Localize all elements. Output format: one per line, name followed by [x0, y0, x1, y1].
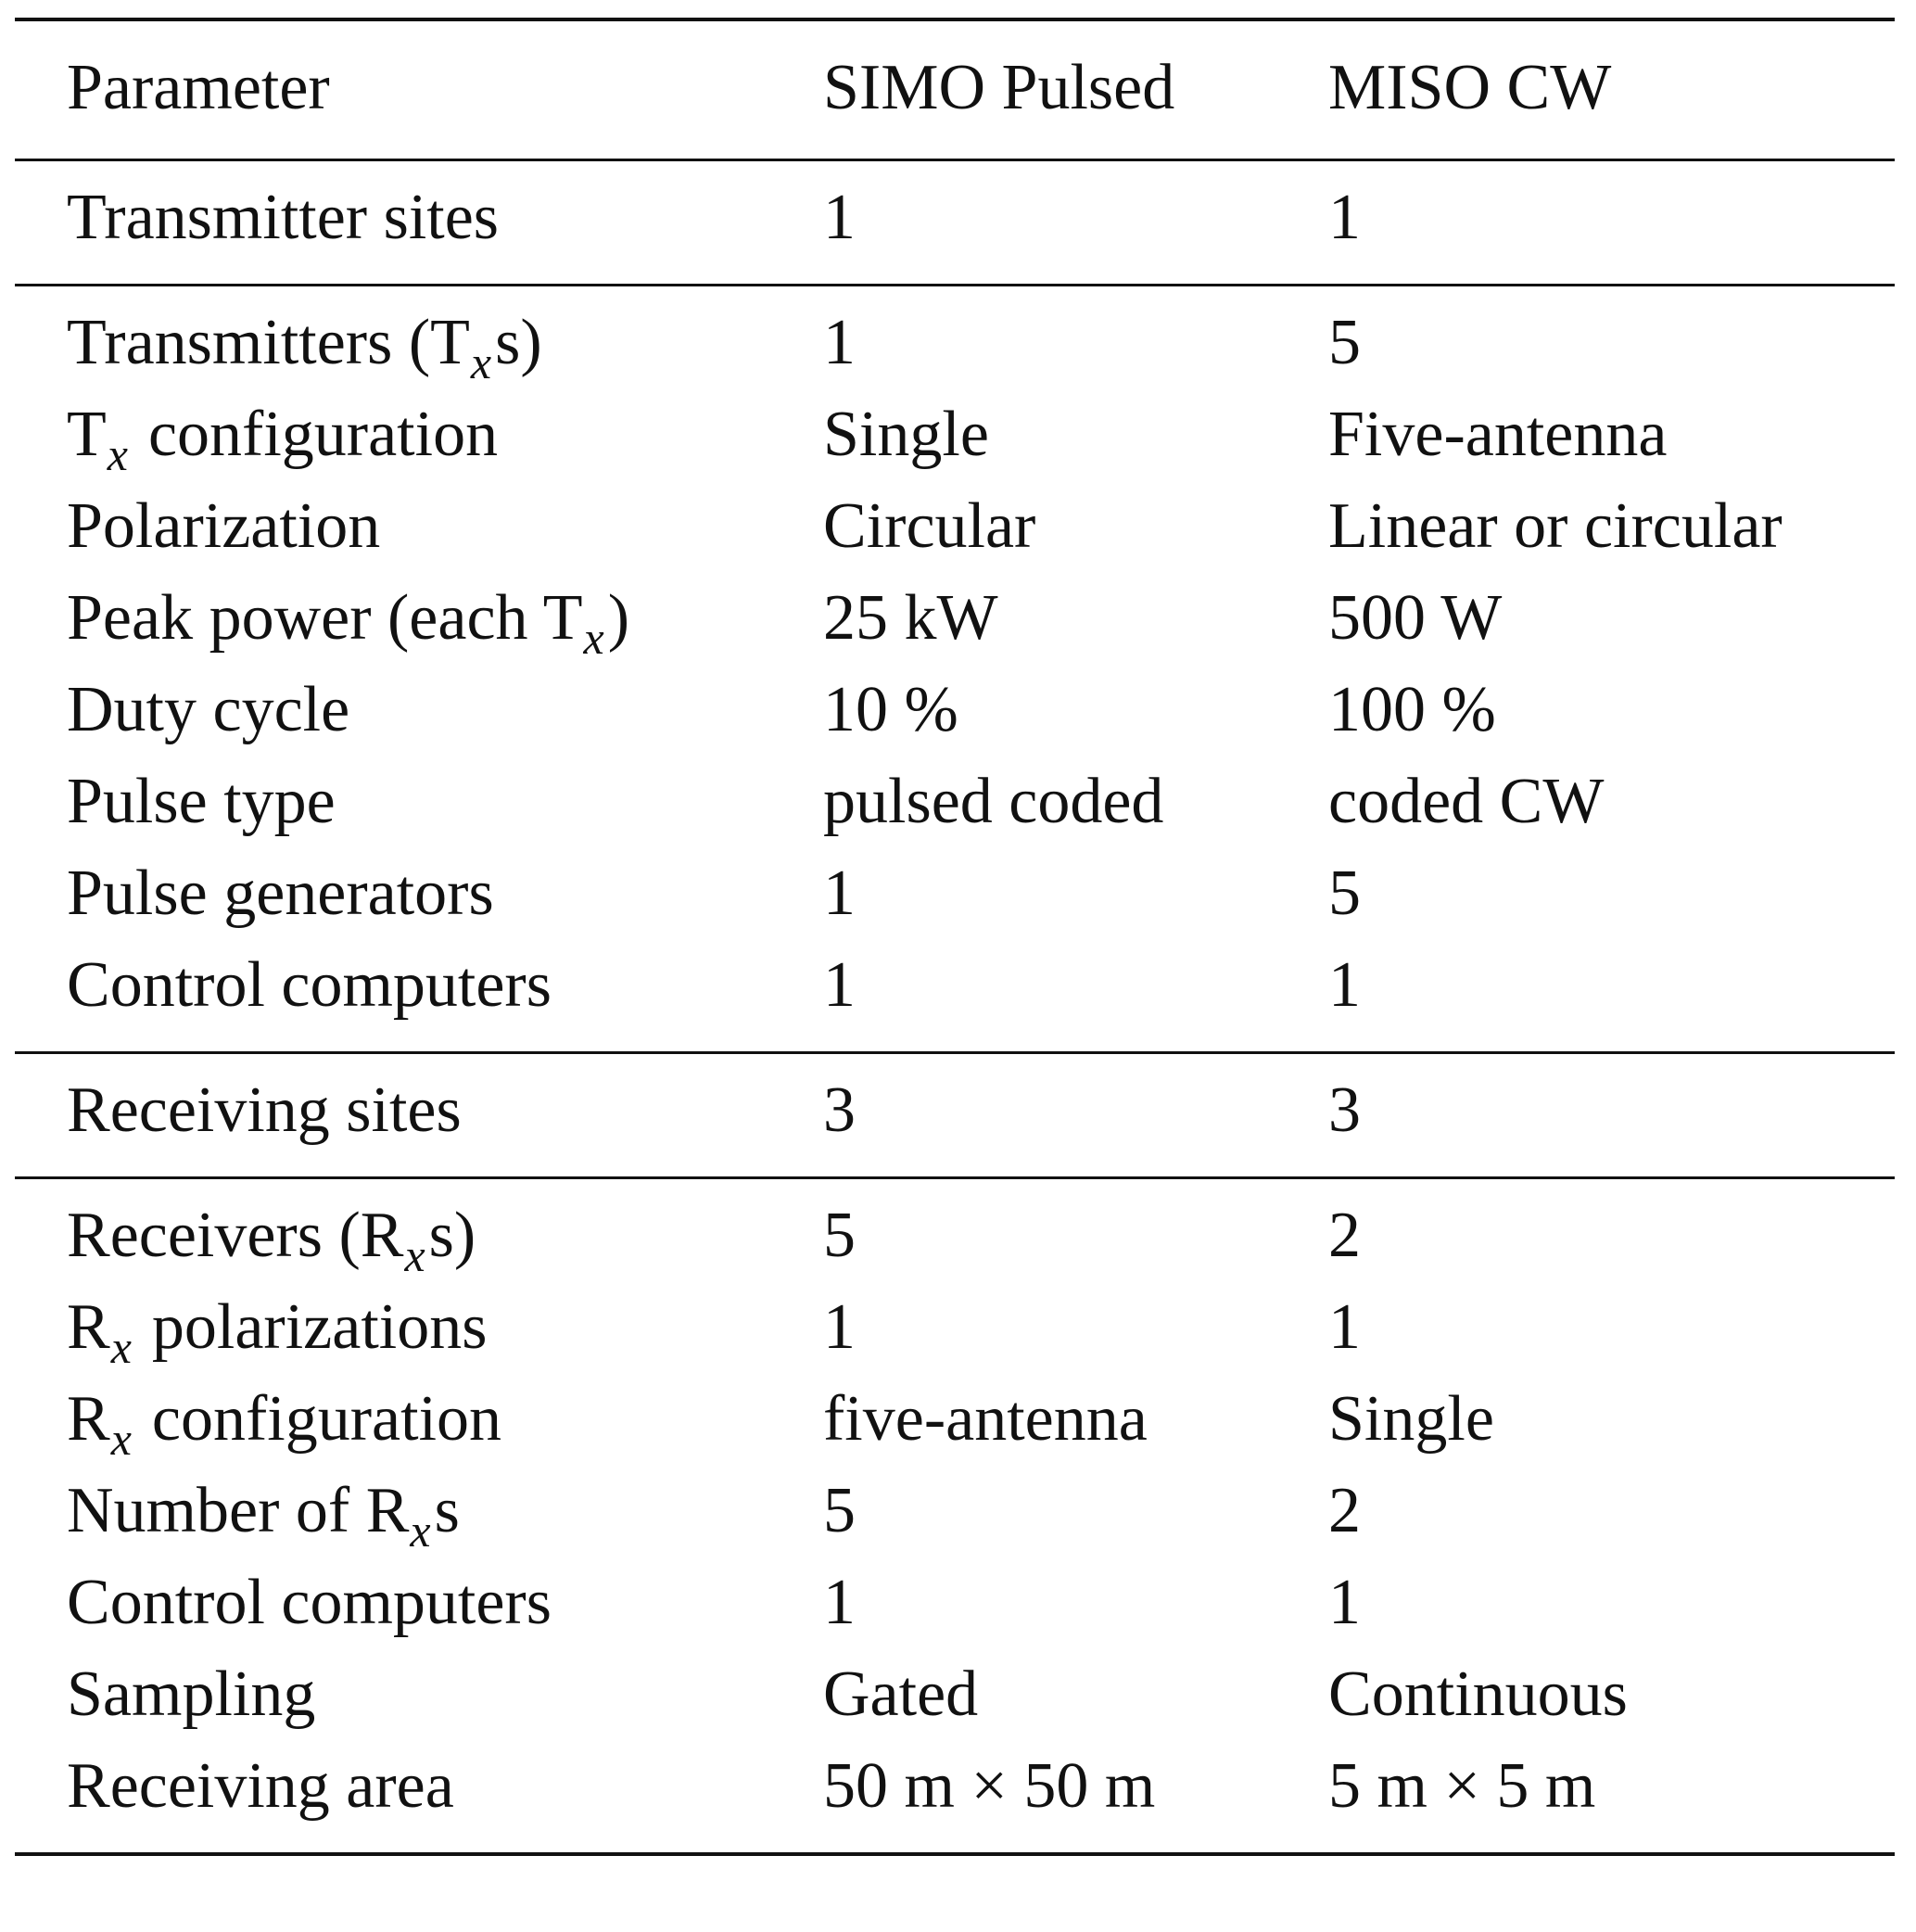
simo-value: Circular [823, 490, 1036, 562]
simo-value: 5 [823, 1475, 856, 1546]
parameter-text: Number of R [67, 1475, 410, 1546]
miso-value: 2 [1328, 1200, 1361, 1271]
parameter-cell [67, 1200, 476, 1281]
top-rule [15, 18, 1895, 21]
header-parameter: Parameter [67, 52, 330, 123]
parameter-text: Pulse type [67, 766, 336, 837]
parameter-cell [67, 858, 494, 929]
simo-value: pulsed coded [823, 766, 1164, 837]
parameter-cell [67, 1291, 488, 1373]
parameter-text: Receivers (R [67, 1200, 404, 1271]
parameter-text: T [67, 399, 107, 470]
simo-value: five-antenna [823, 1383, 1148, 1455]
miso-value: 3 [1328, 1074, 1361, 1146]
parameter-cell [67, 1750, 454, 1822]
parameter-subscript: x [470, 337, 492, 388]
parameter-text: Polarization [67, 490, 381, 562]
header-miso-cw: MISO CW [1328, 52, 1612, 123]
parameter-cell [67, 1475, 460, 1557]
parameter-text: R [67, 1291, 110, 1363]
section-rule [15, 284, 1895, 286]
miso-value: Linear or circular [1328, 490, 1783, 562]
section-rule [15, 1176, 1895, 1179]
miso-value: 5 [1328, 858, 1361, 929]
parameter-text-suffix: configuration [151, 1383, 502, 1455]
parameter-cell [67, 490, 381, 562]
parameter-cell [67, 949, 552, 1021]
parameter-text-suffix: s) [495, 307, 542, 378]
miso-value: 1 [1328, 182, 1361, 253]
miso-value: 1 [1328, 1567, 1361, 1638]
parameter-text: Control computers [67, 1567, 552, 1638]
miso-value: 1 [1328, 949, 1361, 1021]
miso-value: coded CW [1328, 766, 1605, 837]
simo-value: 1 [823, 1291, 856, 1363]
simo-value: Single [823, 399, 989, 470]
parameter-cell [67, 307, 542, 388]
simo-value: 50 m × 50 m [823, 1750, 1156, 1822]
section-rule [15, 1051, 1895, 1054]
parameter-text: Transmitters (T [67, 307, 470, 378]
parameter-text: Pulse generators [67, 858, 494, 929]
parameter-subscript: x [583, 612, 604, 664]
bottom-rule [15, 1852, 1895, 1856]
simo-value: 1 [823, 182, 856, 253]
parameter-cell [67, 182, 500, 253]
miso-value: 5 m × 5 m [1328, 1750, 1596, 1822]
parameter-text: Duty cycle [67, 674, 350, 745]
parameter-cell [67, 1567, 552, 1638]
parameter-text: Peak power (each T [67, 582, 583, 654]
simo-value: Gated [823, 1659, 979, 1730]
miso-value: 1 [1328, 1291, 1361, 1363]
miso-value: Continuous [1328, 1659, 1628, 1730]
parameter-text: Transmitter sites [67, 182, 500, 253]
miso-value: 5 [1328, 307, 1361, 378]
parameter-text: Receiving area [67, 1750, 454, 1822]
parameter-cell [67, 1383, 502, 1465]
parameter-text-suffix: polarizations [151, 1291, 488, 1363]
parameter-text: Receiving sites [67, 1074, 462, 1146]
parameter-cell [67, 582, 630, 664]
miso-value: 500 W [1328, 582, 1503, 654]
parameter-cell [67, 1074, 462, 1146]
parameter-text-suffix: ) [607, 582, 630, 654]
parameter-cell [67, 1659, 316, 1730]
parameter-text: R [67, 1383, 110, 1455]
parameter-text-suffix: s [434, 1475, 460, 1546]
parameter-cell [67, 674, 350, 745]
parameter-text-suffix: s) [428, 1200, 476, 1271]
miso-value: 100 % [1328, 674, 1496, 745]
simo-value: 5 [823, 1200, 856, 1271]
simo-value: 1 [823, 1567, 856, 1638]
simo-value: 1 [823, 858, 856, 929]
parameter-subscript: x [404, 1229, 425, 1281]
simo-value: 1 [823, 307, 856, 378]
simo-value: 10 % [823, 674, 958, 745]
parameter-text: Control computers [67, 949, 552, 1021]
simo-value: 3 [823, 1074, 856, 1146]
simo-value: 1 [823, 949, 856, 1021]
parameter-subscript: x [107, 428, 128, 480]
header-rule [15, 159, 1895, 161]
header-simo-pulsed: SIMO Pulsed [823, 52, 1175, 123]
parameter-cell [67, 766, 336, 837]
parameter-text: Sampling [67, 1659, 316, 1730]
parameter-subscript: x [110, 1321, 132, 1373]
parameter-subscript: x [110, 1413, 132, 1465]
miso-value: 2 [1328, 1475, 1361, 1546]
parameter-subscript: x [410, 1505, 431, 1557]
simo-value: 25 kW [823, 582, 998, 654]
miso-value: Single [1328, 1383, 1494, 1455]
parameter-text-suffix: configuration [147, 399, 499, 470]
miso-value: Five-antenna [1328, 399, 1668, 470]
parameter-cell [67, 399, 499, 480]
